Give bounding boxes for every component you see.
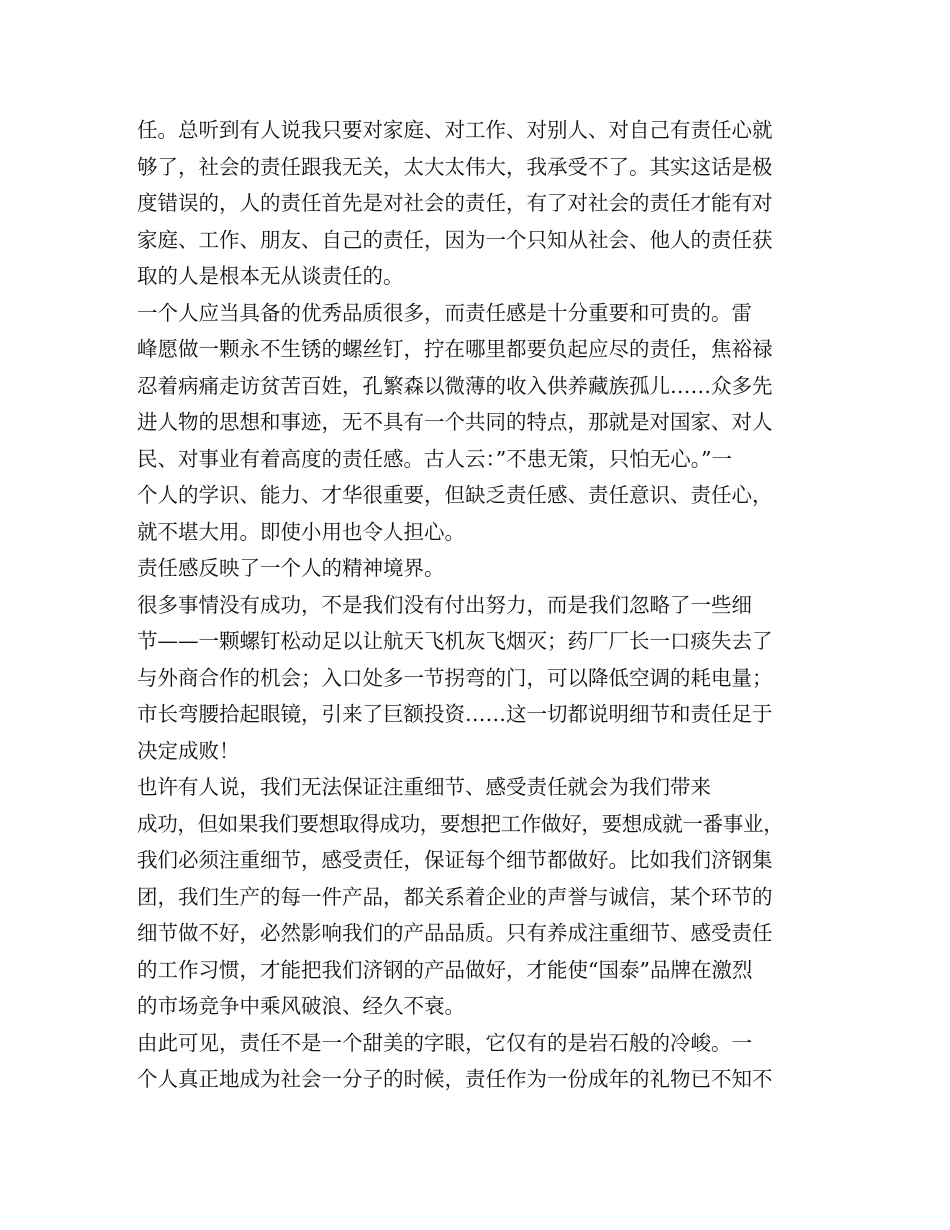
text-line: 个人真正地成为社会一分子的时候，责任作为一份成年的礼物已不知不 — [137, 1067, 773, 1091]
text-line: 民、对事业有着高度的责任感。古人云：”不患无策，只怕无心。”一 — [137, 446, 732, 471]
text-line: 由此可见，责任不是一个甜美的字眼，它仅有的是岩石般的冷峻。一 — [137, 1030, 752, 1055]
text-line: 够了，社会的责任跟我无关，太大太伟大，我承受不了。其实这话是极 — [137, 154, 773, 179]
text-line: 细节做不好，必然影响我们的产品品质。只有养成注重细节、感受责任 — [137, 921, 773, 945]
text-line: 一个人应当具备的优秀品质很多，而责任感是十分重要和可贵的。雷 — [137, 300, 752, 325]
text-line: 决定成败！ — [137, 738, 240, 763]
text-line: 团，我们生产的每一件产品，都关系着企业的声誉与诚信，某个环节的 — [137, 884, 773, 909]
text-line: 任。总听到有人说我只要对家庭、对工作、对别人、对自己有责任心就 — [137, 118, 773, 142]
text-line: 责任感反映了一个人的精神境界。 — [137, 556, 445, 580]
text-line: 很多事情没有成功，不是我们没有付出努力，而是我们忽略了一些细 — [137, 592, 752, 617]
text-line: 市长弯腰拾起眼镜，引来了巨额投资……这一切都说明细节和责任足于 — [137, 702, 773, 726]
text-line: 个人的学识、能力、才华很重要，但缺乏责任感、责任意识、责任心， — [137, 483, 773, 507]
body-text — [137, 112, 827, 1098]
text-line: 的市场竞争中乘风破浪、经久不衰。 — [137, 994, 465, 1018]
text-line: 忍着病痛走访贫苦百姓，孔繁森以微薄的收入供养藏族孤儿……众多先 — [137, 373, 773, 398]
text-line: 与外商合作的机会；入口处多一节拐弯的门，可以降低空调的耗电量； — [137, 665, 773, 690]
text-line: 节——一颗螺钉松动足以让航天飞机灰飞烟灭；药厂厂长一口痰失去了 — [137, 629, 773, 653]
text-line: 进人物的思想和事迹，无不具有一个共同的特点，那就是对国家、对人 — [137, 410, 773, 434]
text-line: 我们必须注重细节，感受责任，保证每个细节都做好。比如我们济钢集 — [137, 848, 773, 872]
text-line: 就不堪大用。即使小用也令人担心。 — [137, 519, 465, 544]
text-line: 成功，但如果我们要想取得成功，要想把工作做好，要想成就一番事业， — [137, 811, 784, 836]
text-line: 家庭、工作、朋友、自己的责任，因为一个只知从社会、他人的责任获 — [137, 227, 773, 252]
text-line: 峰愿做一颗永不生锈的螺丝钉，拧在哪里都要负起应尽的责任，焦裕禄 — [137, 337, 773, 361]
text-line: 的工作习惯，才能把我们济钢的产品做好，才能使“国泰”品牌在激烈 — [137, 957, 753, 982]
text-line: 也许有人说，我们无法保证注重细节、感受责任就会为我们带来 — [137, 775, 711, 799]
text-line: 取的人是根本无从谈责任的。 — [137, 264, 404, 288]
text-line: 度错误的，人的责任首先是对社会的责任，有了对社会的责任才能有对 — [137, 191, 773, 215]
